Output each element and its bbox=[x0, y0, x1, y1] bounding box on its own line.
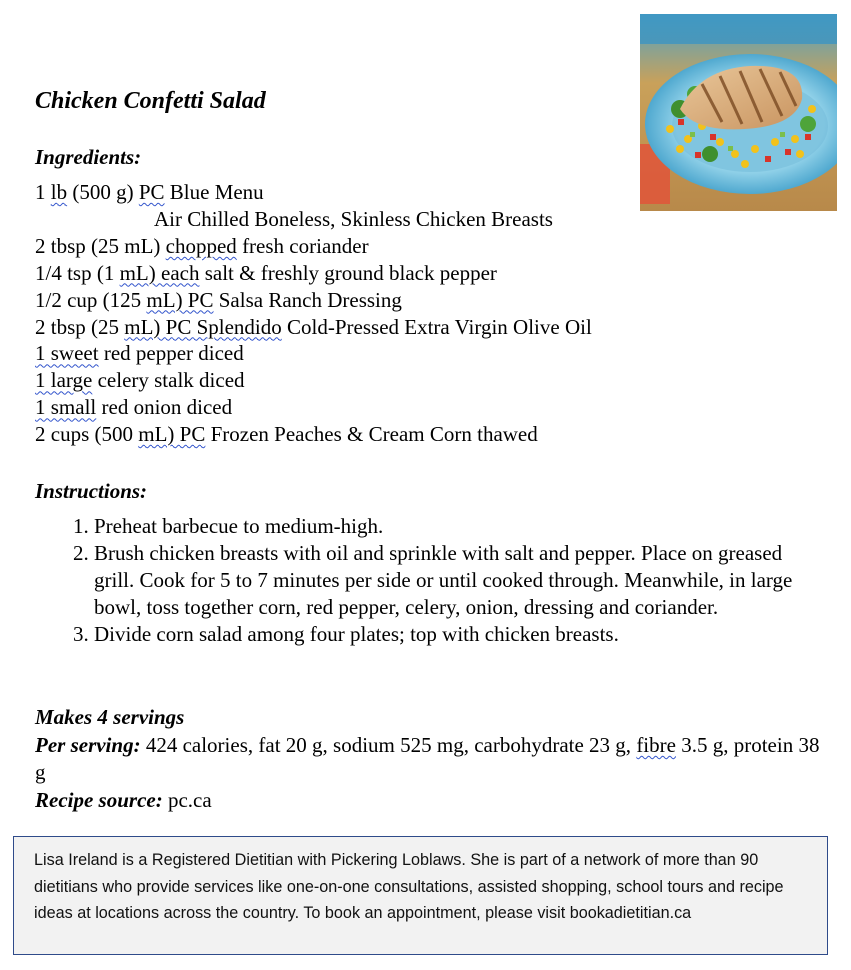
ingredient-item: 1 small red onion diced bbox=[35, 395, 233, 420]
ingredients-heading: Ingredients: bbox=[35, 145, 142, 169]
ingredient-item: 2 cups (500 mL) PC Frozen Peaches & Cream Corn thawed bbox=[35, 422, 538, 447]
dietitian-note-box bbox=[13, 836, 828, 955]
nutrition-text: 424 calories, fat 20 g, sodium 525 mg, carbohydrate 23 g, bbox=[140, 733, 637, 757]
ingredient-item: 1 sweet red pepper diced bbox=[35, 341, 244, 366]
nutrition-fibre: fibre bbox=[636, 733, 676, 757]
instruction-step: 1. Preheat barbecue to medium-high. bbox=[94, 513, 795, 540]
per-serving-label: Per serving: bbox=[35, 733, 141, 757]
chicken-salad-image bbox=[640, 14, 837, 211]
instruction-step: 2. Brush chicken breasts with oil and sprinkle with salt and pepper. Place on greased grill. Cook for 5 to 7 minutes per side or until cooked through. Meanwhile, in large bowl, toss together corn, red pepper, celery, onion, dressing and coriander. bbox=[94, 540, 795, 621]
source-value: pc.ca bbox=[162, 788, 212, 812]
ingredient-item: 1/4 tsp (1 mL) each salt & freshly ground black pepper bbox=[35, 260, 497, 285]
dietitian-note-text: Lisa Ireland is a Registered Dietitian with Pickering Loblaws. She is part of a network of more than 90 dietitians who provide services like one-on-one consultations, assisted shopping, school tours and recipe ideas at locations across the country. To book an appointment, please visit bookadietitian.ca bbox=[34, 851, 784, 923]
instructions-heading: Instructions: bbox=[35, 479, 148, 503]
ingredient-item: 1 lb (500 g) PC Blue Menu bbox=[35, 180, 264, 204]
ingredient-item-continued: Air Chilled Boneless, Skinless Chicken Breasts bbox=[154, 206, 553, 231]
recipe-photo bbox=[640, 14, 837, 211]
instructions-list bbox=[35, 513, 795, 648]
instruction-step: 3. Divide corn salad among four plates; top with chicken breasts. bbox=[94, 621, 795, 648]
nutrition-text-end: 3.5 g, protein 38 g bbox=[35, 733, 820, 784]
ingredient-item: 2 tbsp (25 mL) chopped fresh coriander bbox=[35, 233, 369, 258]
ingredients-list bbox=[35, 179, 592, 448]
ingredient-item: 1/2 cup (125 mL) PC Salsa Ranch Dressing bbox=[35, 287, 402, 312]
ingredient-item: 1 large celery stalk diced bbox=[35, 368, 245, 393]
source-label: Recipe source: bbox=[35, 788, 163, 812]
nutrition-info bbox=[35, 732, 825, 786]
ingredient-item: 2 tbsp (25 mL) PC Splendido Cold-Pressed Extra Virgin Olive Oil bbox=[35, 314, 592, 339]
recipe-title: Chicken Confetti Salad bbox=[35, 88, 266, 114]
recipe-source bbox=[35, 787, 212, 814]
servings-heading: Makes 4 servings bbox=[35, 705, 185, 729]
